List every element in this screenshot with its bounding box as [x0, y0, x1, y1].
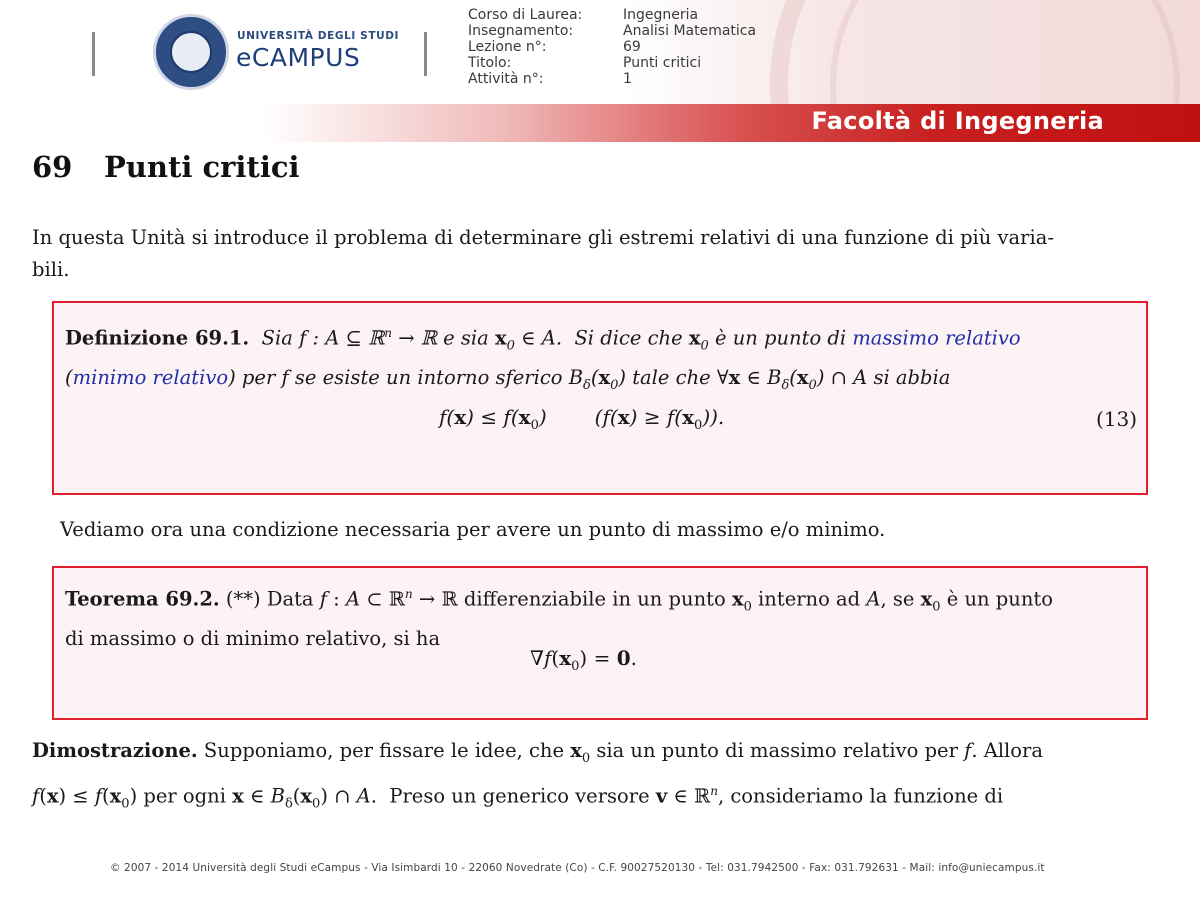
logo-subtitle: UNIVERSITÀ DEGLI STUDI	[237, 30, 400, 42]
equation-number: (13)	[1095, 407, 1137, 431]
definition-equation: $f(x) \le f(x_0) (f(x) \ge f(x_0))$.	[439, 405, 725, 433]
info-row: Corso di Laurea: Ingegneria	[468, 7, 699, 23]
definition-text: Definizione 69.1. Sia f : A ⊆ ℝ$^n$ → ℝ e sia $x_0$ ∈ A. Si dice che $x_0$ è un punto di massimo relativo (minimo relativo) per f se esiste un intorno sferico $B_\delta(x_0)$ tale che ∀x ∈ $B_\delta(x_0)$ ∩ A si abbia	[65, 326, 1021, 394]
info-row: Lezione n°: 69	[468, 39, 641, 55]
intro-paragraph: In questa Unità si introduce il problema di determinare gli estremi relativi di una funzione di più varia- bili.	[32, 226, 1054, 281]
theorem-text: Teorema 69.2. (**) Data f : A ⊂ ℝ$^n$ → ℝ differenziabile in un punto $x_0$ interno ad A, se $x_0$ è un punto di massimo o di minimo relativo, si ha	[65, 587, 1053, 651]
theorem-stars: (**)	[225, 587, 261, 611]
proof-paragraph: Dimostrazione. Supponiamo, per fissare le idee, che $x_0$ sia un punto di massimo relativo per f. Allora $f(x) \le f(x_0)$ per ogni x ∈ $B_\delta(x_0)$ ∩ A. Preso un generico versore v ∈ ℝ$^n$, consideriamo la funzione di	[32, 739, 1043, 812]
definition-box	[52, 301, 1148, 495]
university-seal-logo	[153, 14, 229, 90]
theorem-equation: $\nabla f(x_0) = 0$.	[530, 646, 637, 674]
section-title	[32, 150, 300, 184]
faculty-title: Facoltà di Ingegneria	[811, 107, 1104, 135]
proof-heading: Dimostrazione.	[32, 739, 198, 762]
page-footer: © 2007 - 2014 Università degli Studi eCampus - Via Isimbardi 10 - 22060 Novedrate (Co) - C.F. 90027520130 - Tel: 031.7942500 - Fax: 031.792631 - Mail: info@uniecampus.it	[110, 862, 1045, 874]
term-minimo-relativo: minimo relativo	[72, 366, 229, 390]
term-massimo-relativo: massimo relativo	[852, 326, 1021, 350]
course-info	[468, 7, 756, 87]
divider	[92, 32, 95, 76]
info-row: Titolo: Punti critici	[468, 55, 702, 71]
section-name: Punti critici	[104, 150, 300, 184]
info-row: Attività n°: 1	[468, 71, 632, 87]
theorem-heading: Teorema 69.2.	[65, 587, 220, 611]
theorem-box	[52, 566, 1148, 720]
logo-title: eCAMPUS	[236, 43, 361, 72]
transition-paragraph: Vediamo ora una condizione necessaria per avere un punto di massimo e/o minimo.	[60, 518, 886, 541]
info-row: Insegnamento: Analisi Matematica	[468, 23, 757, 39]
page-header	[0, 0, 1200, 142]
definition-heading: Definizione 69.1.	[65, 326, 250, 350]
divider	[424, 32, 427, 76]
section-number: 69	[32, 150, 73, 184]
